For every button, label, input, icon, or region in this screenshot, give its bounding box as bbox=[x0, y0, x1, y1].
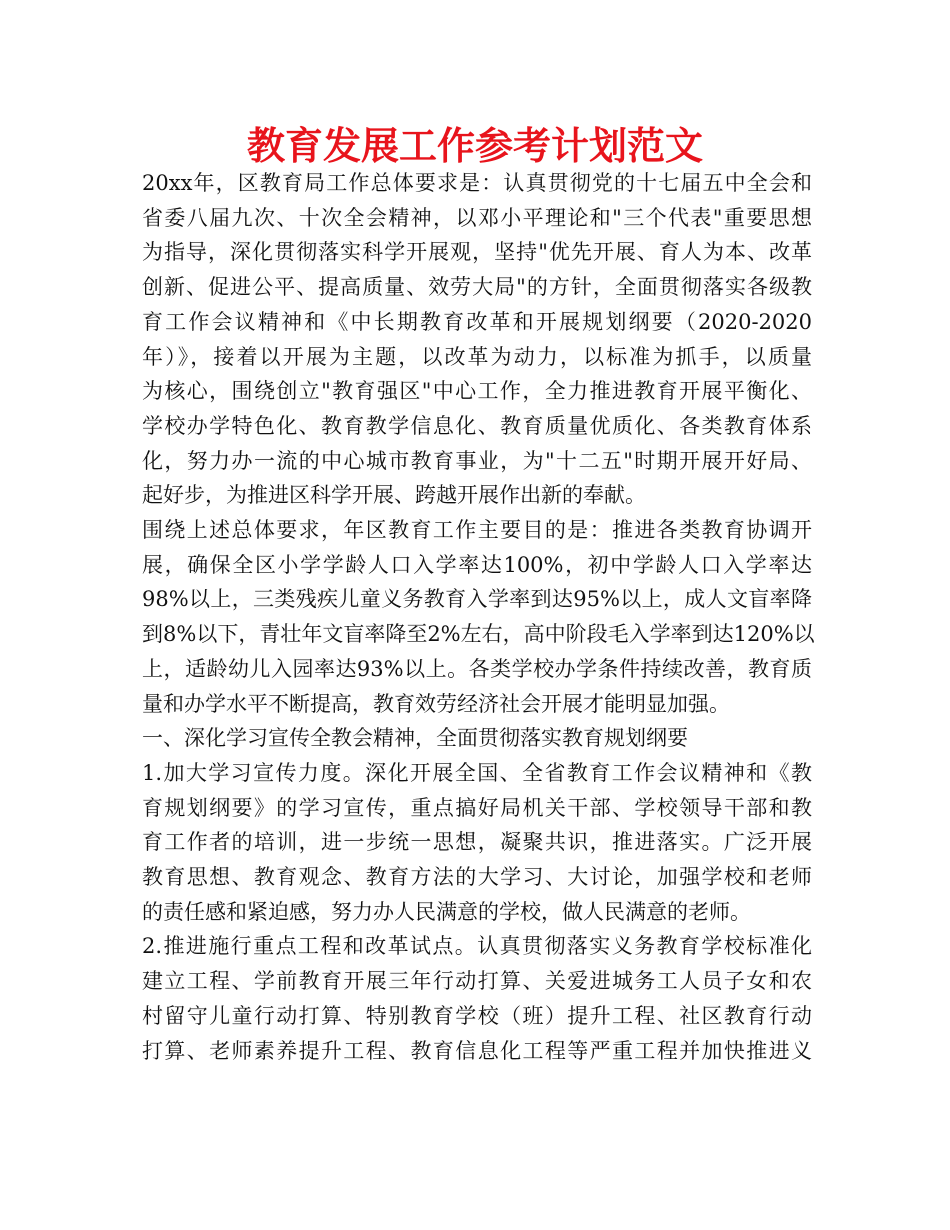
body-line: 村留守儿童行动打算、特别教育学校（班）提升工程、社区教育行动 bbox=[142, 1003, 812, 1028]
body-line: 育工作者的培训，进一步统一思想，凝聚共识，推进落实。广泛开展 bbox=[142, 830, 812, 855]
body-line: 起好步，为推进区科学开展、跨越开展作出新的奉献。 bbox=[142, 483, 646, 508]
body-line: 打算、老师素养提升工程、教育信息化工程等严重工程并加快推进义 bbox=[142, 1038, 812, 1063]
body-line: 年）》，接着以开展为主题，以改革为动力，以标准为抓手，以质量 bbox=[142, 344, 812, 369]
body-line: 一、深化学习宣传全教会精神，全面贯彻落实教育规划纲要 bbox=[142, 726, 688, 751]
body-line: 的责任感和紧迫感，努力办人民满意的学校，做人民满意的老师。 bbox=[142, 899, 751, 924]
body-line: 1.加大学习宣传力度。深化开展全国、全省教育工作会议精神和《教 bbox=[142, 760, 812, 785]
body-line: 育工作会议精神和《中长期教育改革和开展规划纲要（2020-2020 bbox=[142, 309, 812, 334]
body-line: 学校办学特色化、教育教学信息化、教育质量优质化、各类教育体系 bbox=[142, 413, 812, 438]
body-line: 20xx年，区教育局工作总体要求是：认真贯彻党的十七届五中全会和 bbox=[142, 171, 812, 195]
body-line: 建立工程、学前教育开展三年行动打算、关爱进城务工人员子女和农 bbox=[142, 969, 812, 994]
body-line: 展，确保全区小学学龄人口入学率达100%，初中学龄人口入学率达 bbox=[142, 552, 812, 577]
document-title: 教育发展工作参考计划范文 bbox=[246, 124, 703, 168]
body-line: 创新、促进公平、提高质量、效劳大局"的方针，全面贯彻落实各级教 bbox=[142, 275, 812, 300]
body-line: 化，努力办一流的中心城市教育事业，为"十二五"时期开展开好局、 bbox=[142, 448, 812, 473]
body-line: 量和办学水平不断提高，教育效劳经济社会开展才能明显加强。 bbox=[142, 691, 730, 716]
body-line: 2.推进施行重点工程和改革试点。认真贯彻落实义务教育学校标准化 bbox=[142, 934, 812, 959]
body-line: 育规划纲要》的学习宣传，重点搞好局机关干部、学校领导干部和教 bbox=[142, 795, 812, 820]
body-line: 98%以上，三类残疾儿童义务教育入学率到达95%以上，成人文盲率降 bbox=[142, 587, 812, 612]
body-line: 到8%以下，青壮年文盲率降至2%左右，高中阶段毛入学率到达120%以 bbox=[142, 622, 815, 647]
body-line: 围绕上述总体要求，年区教育工作主要目的是：推进各类教育协调开 bbox=[142, 518, 812, 543]
body-line: 上，适龄幼儿入园率达93%以上。各类学校办学条件持续改善，教育质 bbox=[142, 656, 812, 681]
document-body bbox=[142, 166, 815, 1068]
body-line: 教育思想、教育观念、教育方法的大学习、大讨论，加强学校和老师 bbox=[142, 865, 812, 890]
body-line: 省委八届九次、十次全会精神，以邓小平理论和"三个代表"重要思想 bbox=[142, 205, 812, 230]
body-line: 为指导，深化贯彻落实科学开展观，坚持"优先开展、育人为本、改革 bbox=[142, 240, 812, 265]
body-line: 为核心，围绕创立"教育强区"中心工作，全力推进教育开展平衡化、 bbox=[142, 379, 812, 404]
